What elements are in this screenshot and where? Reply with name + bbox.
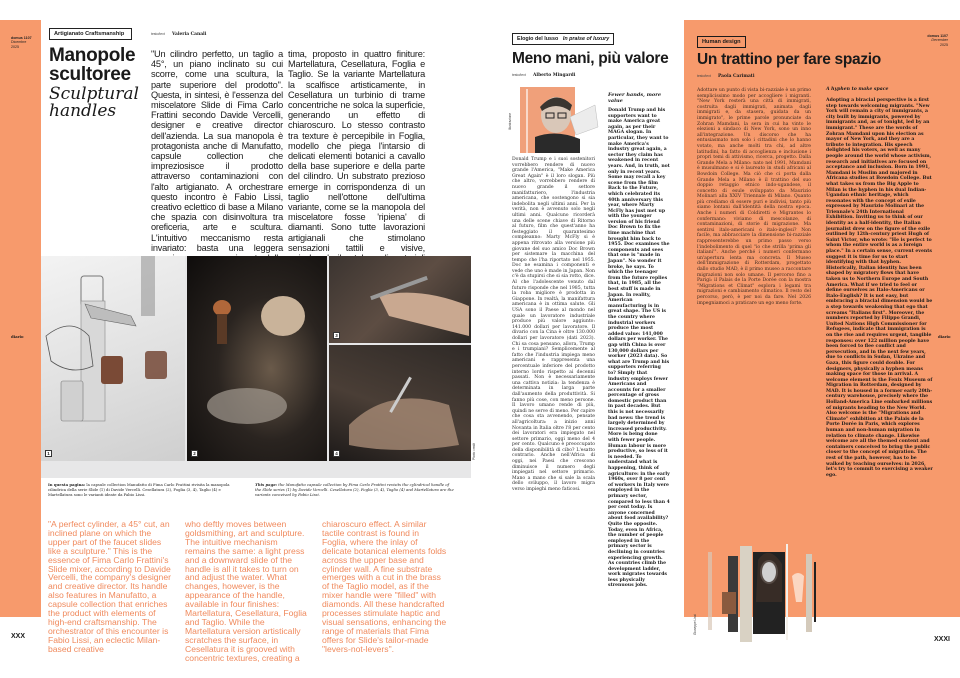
craft-photo-3 <box>329 256 471 343</box>
mid-byline <box>512 72 575 78</box>
handle-engraving-photo <box>329 345 471 461</box>
right-byline-author: Paola Carimati <box>718 74 755 79</box>
byline-author: Valeria Canali <box>172 32 207 37</box>
issue-number: domus 1107 <box>11 36 32 40</box>
right-page-number: XXXI <box>934 636 950 643</box>
mid-rubric <box>512 33 614 45</box>
right-english-body: Adopting a biracial perspective is a first step towards welcoming migrants. "New York will remain a city of immigrants, a city built by immigrants, powered by immigrants and, as of tonight, led by an immigrant." These are the words of Zohran Mamdani upon his election as mayor of New York, and they are a tribute to integration. His speech delighted his voters, as well as many people around the world whose activism, research and initiatives are focused on acceptance and inclusion. Born in 1991, Mamdani is Muslim and majored in Africana studies at Bowdoin College. But what takes us from the Big Apple to Milan is the hyphen in his dual Indian-Ugandan ethnic heritage, which resonates with the concept of exile expressed by Maurizio Molinari at the Triennale's 24th International Exhibition. Inviting us to think of our identity as a half-identity, the Italian journalist drew on the figure of the exile outlined by 12th-century priest Hugh of Saint Victor, who wrote: "He is perfect to whom the entire world is as a foreign place." In a certain sense, current events suggest it is time for us to start identifying with that hyphen. Historically, Italian identity has been shaped by migratory flows that have taken us to Northern Europe and South America. What if we tried to feel or define ourselves as Italo-Americans or Italo-English? It is not easy, but embracing a biracial dimension would be a step towards weakening that ego that screams "Italians first". Moreover, the numbers reported by Filippo Grandi, United Nations High Commissioner for Refugees, indicate that immigration is on the rise and requires urgent, tangible responses: over 122 million people have been forced to flee conflict and persecution, and in the next few years, due to conflicts in Sudan, Ukraine and Gaza, this figure could double. For designers, physically a hyphen means making space for those in arrival. A welcome element is the Fenix Museum of Migration in Rotterdam, designed by MAD. It is housed in a former early 20th-century warehouse, precisely where the Holland-America Line embarked millions of migrants heading to the New World. Also welcome is the "Migrations and Climate" exhibition at the Palais de la Porte Dorée in Paris, which explores human and non-human migration in relation to climate change. Likewise welcome are all the themed content and containers conceived to bring the public closer to the concept of migration. The rest of the path, however, has to be walked by teaching ourselves: in 2026, let's try to commit to exercising a weaker ego. <box>826 98 933 478</box>
mid-italian-body: Donald Trump e i suoi sostenitori vorrebbero rendere di nuovo grande l'America, "Make America Great Again" è il loro slogan. Più che altro, vorrebbero rendere di nuovo grande il settore manifatturiero, l'industria americana, che sostengono si sia indebolita negli ultimi anni. Per la verità, non è avvenuto solo negli ultimi anni. Qualcuno ricorderà una delle scene chiave di Ritorno al futuro, film che quest'anno ha festeggiato il quarantesimo compleanno: Marty McFly si è appena ritrovato alla versione più giovane del suo amico Doc Brown per sistemare la macchina del tempo che l'ha riportato nel 1955. Doc ne esamina i componenti e vede che uno è made in Japan. Non c'è da stupirsi che si sia rotto, dice. Al che l'adolescente venuto dal futuro risponde che nel 1985, tutta la roba migliore è prodotta in Giappone. In realtà, la manifattura americana è in ottima salute. Gli USA sono il Paese al mondo nel quale un lavoratore industriale produce più valore aggiunto: 141.000 dollari per lavoratore. Il divario con la Cina è oltre 130.000 dollari per lavoratore (dati 2023). Chi sa cosa pensano, allora, Trump e i trumpiani? Semplicemente al fatto che l'industria impiega meno americani e rappresenta una percentuale inferiore del prodotto interno lordo rispetto ai decenni passati. Non è necessariamente una cattiva notizia: la tendenza è determinata in larga parte dall'aumento della produttività. Si fanno più cose, con meno persone. Il lavoro umano rende di più, quindi ne serve di meno. Per capire che cosa sta avvenendo, pensate all'agricoltura: a inizio anni Novanta in Italia oltre l'8 per cento dei lavoratori era impiegato nel settore primario, oggi meno del 4 per cento. Qualcuno è preoccupato della disponibilità di cibo? L'esatto contrario. Anche nell'Africa di oggi, nei Paesi che crescono diminuisce il numero degli impiegati nel settore primario. Mano a mano che si sale la scala dello sviluppo, il lavoro migra verso impieghi meno faticosi. <box>512 157 595 493</box>
issue-month: Dicembre <box>11 40 27 45</box>
trump-collage-illustration <box>520 87 598 153</box>
right-english-heading: A hyphen to make space <box>826 87 889 92</box>
left-english-col3: chiaroscuro effect. A similar tactile contrast is found in Foglia, where the inlay of delicate botanical elements folds across the upper base and cylinder wall. A fine substrate emerges with a cut in the brass of the Taglio model, as if the mixer handle were "filled" with diamonds. All these handcrafted processes stimulate haptic and visual sensations, enhancing the range of materials that Fima offers for Slide's tailor-made "levers-not-levers". <box>322 519 447 654</box>
mid-article-title: Meno mani, più valore <box>512 50 669 67</box>
left-page-margin-strip <box>0 20 41 617</box>
left-english-col2: who deftly moves between goldsmithing, art and sculpture. The intuitive mechanism remains the same: a light press and a downward slide of the handle is all it takes to turn on and adjust the water. What changes, however, is the appearance of the handle, available in four finishes: Martellatura, Cesellatura, Foglia and Taglio. While the Martellatura version artistically scratches the surface, in Cesellatura it is grooved with concentric textures, creating a <box>185 519 307 663</box>
caption-text-en: the Manufatto capsule collection by Fima Carlo Frattini revisits the cylindrical handle of the Slide series (1) by Davide Vercelli. Cesellatura (2), Foglia (3, 4), Taglio (4) and Martellatura are the variants conceived by Fabio Lissi. <box>255 482 454 497</box>
right-article-title: Un trattino per fare spazio <box>697 51 881 68</box>
left-issue-meta <box>11 36 32 49</box>
issue-year: 2025 <box>11 44 19 49</box>
craft-photo-2 <box>187 256 327 461</box>
mid-byline-author: Alberto Mingardi <box>533 73 576 78</box>
mid-rubric-it: Elogio del lusso <box>517 36 559 42</box>
left-body-col2: tima, proposto in quattro finiture: Martellatura, Cesellatura, Foglia e Taglio. Se la variante Martellatura la scalfisce artisticamente, in Cesellatura un turbinio di trame concentriche ne solca la superficie, generando un effetto di chiaroscuro. Lo stesso contrasto tra texture è percepibile in Foglia, modello che piega l'intarsio di delicati elementi botanici a cavallo della base superiore e della parte del cilindro. Un substrato prezioso emerge in corrispondenza di un taglio nell'ottone dell'ultima variante, come se la manopola del miscelatore fosse 'ripiena' di diamanti. Sono tutte lavorazioni artigianali che stimolano sensazioni tattili e visive, <box>288 49 425 253</box>
left-article-title: Manopole scultoree <box>49 45 136 85</box>
left-page-number: XXX <box>11 633 26 640</box>
left-rubric: Artigianato Craftsmanship <box>49 28 132 40</box>
left-english-col1: "A perfect cylinder, a 45° cut, an inclined plane on which the upper part of the faucet slides like a sculpture." This is the essence of Fima Carlo Frattini's Slide mixer, according to Davide Vercelli, the company's designer and creative director. Its handle also features in Manufatto, a capsule collection that enriches the product with elements of high-end craftsmanship. The orchestrator of this encounter is Fabio Lissi, an eclectic Milan-based creative <box>48 519 171 654</box>
right-issue-meta <box>920 34 948 47</box>
hands-tools-photo <box>329 256 471 343</box>
caption-italian <box>48 483 238 497</box>
mid-illustration-credit: Illustrazione <box>508 112 512 130</box>
right-section-label: diario <box>938 334 951 339</box>
right-photo-credit: Giuseppe Lissi <box>693 614 697 635</box>
right-byline <box>697 73 755 79</box>
right-italian-body: Adottare un punto di vista bi-razziale è un primo semplicissimo modo per accogliere i migranti. "New York resterà una città di immigrati, costruita dagli immigrati, animata dagli immigrati e, da stasera, guidata da un immigrato", le prime parole pronunciate da Zohran Mamdani, la sera in cui ha vinto le elezioni a sindaco di New York, sono un inno all'integrazione. Un discorso che ha entusiasmato non solo i cittadini che lo hanno votato, ma anche molti tra chi, ad altre latitudini, ha fatto di accoglienza e inclusione i propri temi di attivismo, ricerca, progetto. Dalla Grande Mela a Milano: nato nel 1991, Mamdani è musulmano e si è laureato in studi africani al Bowdoin College. Ma ciò che ci porta dalla Grande Mela a Milano è il trattino del suo doppio retaggio etnico indo-ugandese, il concetto di esule sviluppato da Maurizio Molinari alla XXIV Triennale di Milano. Quanto più crediamo di essere puri e indivisi, tanto più siamo lontani dall'identità della nostra epoca. Anche i numeri di Coldiretti e Migrantes lo confermano: viviamo di mescolanze, di contaminazioni, di storie di migrazione. Ma sentirsi italo-americani o italo-inglesi? Non facile, ma abbracciare la dimensione bi-razziale rappresenterebbe un primo passo verso l'indebolimento di quel "io che strilla 'prima gli italiani'". Anche perché i numeri confermano un'apertura lenta ma concreta. Il Museo dell'Immigrazione di Rotterdam, progettato dallo studio MAD, è il primo museo a raccontare migrazioni non solo umane. Il percorso fino a Parigi: il Palais de la Porte Dorée con la mostra "Migrations et Climat" esplora i legami tra migrazioni e cambiamento climatico. Il resto del percorso, però, è per noi da fare. Nel 2026 impegniamoci a praticare un ego meno forte. <box>697 88 811 306</box>
photo-number-3: 3 <box>333 332 340 339</box>
mamdani-collage <box>700 540 820 640</box>
left-article-subtitle: Sculptural handles <box>49 84 139 121</box>
caption-text-it: la capsule collection Manufatto di Fima Carlo Frattini rivisita la manopola cilindrica della serie Slide (1) di Davide Vercelli. Cesellatura (2), Foglia (3, 4), Taglio (4) e Martellatura sono le varianti ideate da Fabio Lissi. <box>48 482 230 497</box>
photo-number-2: 2 <box>191 450 198 457</box>
handle-carving-photo <box>187 256 327 461</box>
photo-number-1: 1 <box>45 450 52 457</box>
craft-photo-4 <box>329 345 471 461</box>
caption-lead-it: In questa pagina: <box>48 482 86 487</box>
left-byline <box>151 31 206 37</box>
caption-english <box>255 483 455 497</box>
right-issue-number: domus 1107 <box>927 34 948 38</box>
left-section-label: diario <box>11 334 24 339</box>
mid-english-heading: Fewer hands, more value <box>608 92 662 104</box>
photo-number-4: 4 <box>333 450 340 457</box>
right-issue-year: 2025 <box>940 42 948 47</box>
right-rubric: Human design <box>697 36 746 48</box>
left-body-col1: "Un cilindro perfetto, un taglio a 45°, un piano inclinato su cui scorre, come una scultura, la parte superiore del prodotto". Questa, in sintesi, è l'essenza del miscelatore Slide di Fima Carlo Frattini secondo Davide Vercelli, designer e creative director dell'azienda. La sua manopola è protagonista anche di Manufatto, capsule collection che impreziosisce il prodotto attraverso contaminazioni con l'alto artigianato. A orchestrare questo incontro è Fabio Lissi, creativo eclettico di base a Milano che spazia con disinvoltura tra oreficeria, arte e scultura. L'intuitivo meccanismo resta invariato: basta una leggera <box>151 49 283 253</box>
mid-byline-role: testo/text <box>512 73 526 77</box>
sketch-photo <box>41 256 185 461</box>
byline-role: testo/text <box>151 32 165 36</box>
caption-lead-en: This page: <box>255 482 278 487</box>
mid-english-body: Donald Trump and his supporters want to make America great again, as per their MAGA slogan. In particular, they want to make America's industry great again, a sector they claim has weakened in recent years. And, in truth, not only in recent years. Some may recall a key scene from the film Back to the Future, which celebrated its 40th anniversary this year, where Marty McFly has just met up with the younger version of his friend Doc Brown to fix the time machine that brought him back to 1955. Doc examines the components and sees that one is "made in Japan". No wonder it broke, he says. To which the teenager from the future replies that, in 1985, all the best stuff is made in Japan. In reality, American manufacturing is in great shape. The US is the country where industrial workers produce the most added value: 141,000 dollars per worker. The gap with China is over 130,000 dollars per worker (2023 data). So what are Trump and his supporters referring to? Simply that industry employs fewer Americans and accounts for a smaller percentage of gross domestic product than in past decades. But this is not necessarily bad news: the trend is largely determined by increased productivity. More is being done with fewer people. Human labour is more productive, so less of it is needed. To understand what is happening, think of agriculture: in the early 1960s, over 8 per cent of workers in Italy were employed in the primary sector, compared to less than 4 per cent today. Is anyone concerned about food availability? Quite the opposite. Today, even in Africa, the number of people employed in the primary sector is declining in countries experiencing growth. As countries climb the development ladder, work migrates towards less physically strenuous jobs. <box>608 108 670 589</box>
mid-rubric-en: In praise of luxury <box>562 36 610 42</box>
hyphen-collage-illustration <box>700 540 820 640</box>
portrait-collage <box>520 87 598 153</box>
faucet-sketch-illustration <box>41 256 185 461</box>
right-byline-role: testo/text <box>697 74 711 78</box>
left-photo-credit: Photo credit <box>472 442 476 460</box>
right-issue-month: December <box>931 38 948 43</box>
